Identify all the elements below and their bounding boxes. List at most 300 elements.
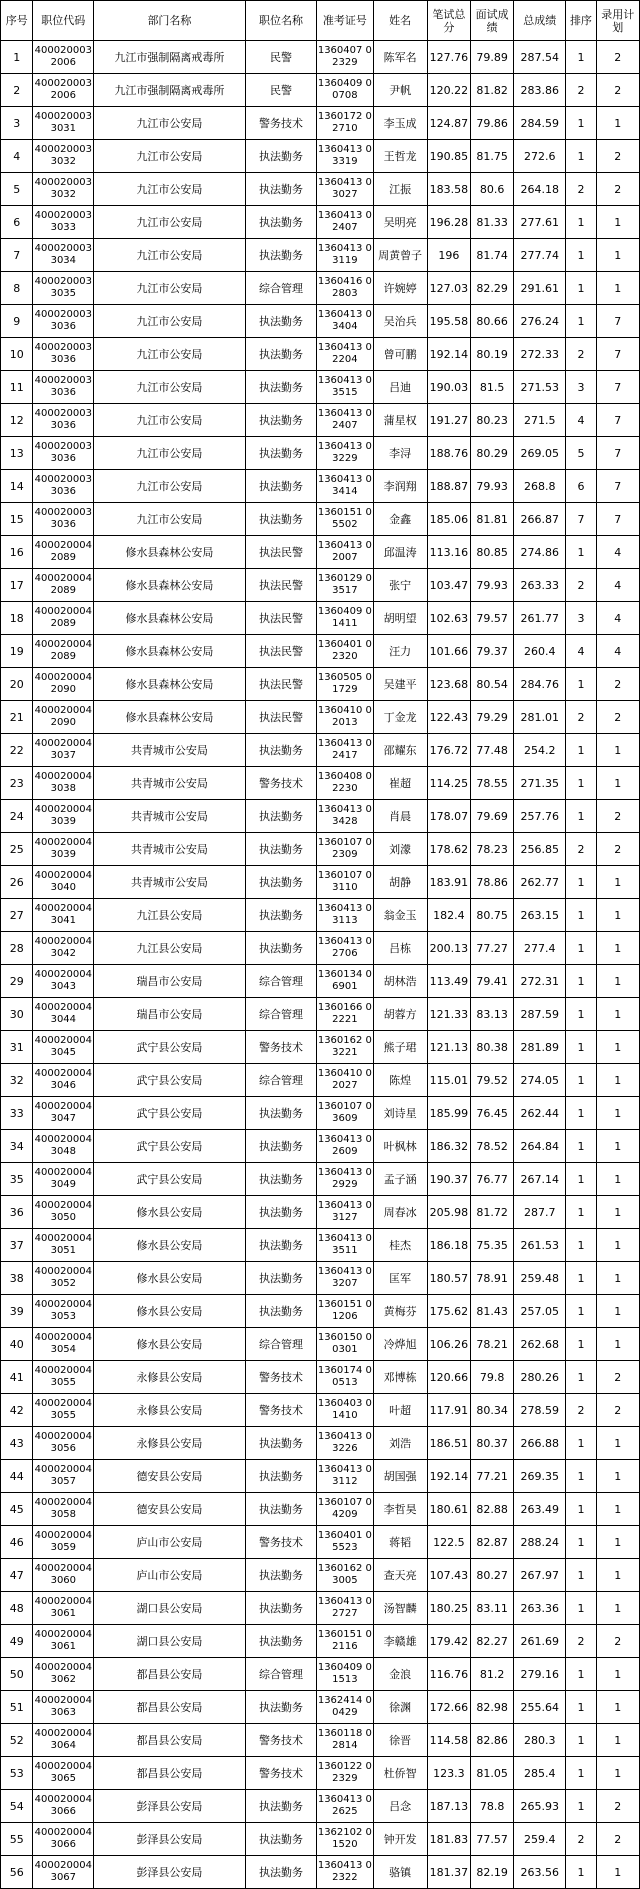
cell-total-score: 272.6 [514, 140, 566, 173]
cell-position-name: 执法勤务 [245, 1196, 316, 1229]
cell-interview-score: 78.86 [470, 866, 513, 899]
cell-hiring-plan: 7 [596, 470, 639, 503]
cell-name: 吴治兵 [373, 305, 427, 338]
cell-total-score: 263.15 [514, 899, 566, 932]
cell-position-code: 4000200043050 [33, 1196, 94, 1229]
cell-seq: 38 [1, 1262, 33, 1295]
cell-rank: 2 [566, 569, 596, 602]
cell-department: 共青城市公安局 [94, 734, 246, 767]
cell-total-score: 266.87 [514, 503, 566, 536]
cell-interview-score: 77.21 [470, 1460, 513, 1493]
table-row [1, 1031, 640, 1064]
cell-ticket-number: 1360166 02221 [317, 998, 373, 1031]
cell-position-name: 综合管理 [245, 272, 316, 305]
cell-ticket-number: 1360403 01410 [317, 1394, 373, 1427]
cell-position-code: 4000200042090 [33, 701, 94, 734]
cell-department: 九江市强制隔离戒毒所 [94, 74, 246, 107]
cell-written-score: 122.43 [427, 701, 470, 734]
cell-hiring-plan: 2 [596, 668, 639, 701]
cell-written-score: 102.63 [427, 602, 470, 635]
table-row [1, 1823, 640, 1856]
cell-name: 丁金龙 [373, 701, 427, 734]
cell-ticket-number: 1360413 02625 [317, 1790, 373, 1823]
cell-position-name: 执法勤务 [245, 305, 316, 338]
cell-interview-score: 81.75 [470, 140, 513, 173]
table-row [1, 1493, 640, 1526]
header-row [1, 1, 640, 41]
cell-position-name: 综合管理 [245, 1064, 316, 1097]
cell-interview-score: 82.86 [470, 1724, 513, 1757]
cell-department: 彭泽县公安局 [94, 1823, 246, 1856]
cell-ticket-number: 1360413 03119 [317, 239, 373, 272]
table-row [1, 1097, 640, 1130]
cell-total-score: 268.8 [514, 470, 566, 503]
cell-written-score: 123.3 [427, 1757, 470, 1790]
cell-position-code: 4000200033036 [33, 503, 94, 536]
cell-rank: 1 [566, 1328, 596, 1361]
cell-position-code: 4000200043038 [33, 767, 94, 800]
cell-written-score: 180.57 [427, 1262, 470, 1295]
cell-position-code: 4000200043063 [33, 1691, 94, 1724]
cell-name: 胡静 [373, 866, 427, 899]
cell-position-name: 执法勤务 [245, 1130, 316, 1163]
cell-interview-score: 79.57 [470, 602, 513, 635]
cell-total-score: 261.77 [514, 602, 566, 635]
cell-interview-score: 77.57 [470, 1823, 513, 1856]
cell-written-score: 200.13 [427, 932, 470, 965]
cell-hiring-plan: 1 [596, 965, 639, 998]
cell-hiring-plan: 2 [596, 1625, 639, 1658]
cell-name: 胡明望 [373, 602, 427, 635]
cell-position-name: 执法勤务 [245, 1790, 316, 1823]
table-row [1, 371, 640, 404]
cell-total-score: 263.56 [514, 1856, 566, 1889]
cell-interview-score: 78.91 [470, 1262, 513, 1295]
cell-name: 蒲星权 [373, 404, 427, 437]
cell-position-code: 4000200043045 [33, 1031, 94, 1064]
cell-written-score: 187.13 [427, 1790, 470, 1823]
cell-rank: 1 [566, 107, 596, 140]
cell-ticket-number: 1360162 03221 [317, 1031, 373, 1064]
cell-written-score: 113.49 [427, 965, 470, 998]
cell-department: 武宁县公安局 [94, 1097, 246, 1130]
cell-rank: 1 [566, 1229, 596, 1262]
cell-seq: 31 [1, 1031, 33, 1064]
cell-rank: 1 [566, 272, 596, 305]
cell-hiring-plan: 4 [596, 536, 639, 569]
cell-name: 肖晨 [373, 800, 427, 833]
cell-rank: 1 [566, 1361, 596, 1394]
cell-department: 瑞昌市公安局 [94, 998, 246, 1031]
cell-department: 修水县森林公安局 [94, 668, 246, 701]
cell-written-score: 120.66 [427, 1361, 470, 1394]
cell-written-score: 185.06 [427, 503, 470, 536]
cell-position-code: 4000200042089 [33, 602, 94, 635]
cell-written-score: 186.51 [427, 1427, 470, 1460]
cell-name: 金鑫 [373, 503, 427, 536]
cell-department: 修水县森林公安局 [94, 701, 246, 734]
cell-interview-score: 79.37 [470, 635, 513, 668]
cell-name: 骆镇 [373, 1856, 427, 1889]
cell-position-name: 警务技术 [245, 1394, 316, 1427]
cell-position-code: 4000200043039 [33, 833, 94, 866]
cell-rank: 1 [566, 668, 596, 701]
cell-seq: 26 [1, 866, 33, 899]
cell-position-name: 执法勤务 [245, 734, 316, 767]
cell-rank: 5 [566, 437, 596, 470]
cell-written-score: 196 [427, 239, 470, 272]
table-row [1, 635, 640, 668]
cell-written-score: 113.16 [427, 536, 470, 569]
cell-interview-score: 78.55 [470, 767, 513, 800]
cell-ticket-number: 1360174 00513 [317, 1361, 373, 1394]
cell-department: 修水县森林公安局 [94, 536, 246, 569]
cell-position-name: 执法勤务 [245, 1493, 316, 1526]
cell-position-code: 4000200033036 [33, 404, 94, 437]
table-row [1, 272, 640, 305]
table-row [1, 1229, 640, 1262]
cell-interview-score: 80.54 [470, 668, 513, 701]
cell-name: 尹帆 [373, 74, 427, 107]
cell-written-score: 182.4 [427, 899, 470, 932]
cell-interview-score: 81.82 [470, 74, 513, 107]
cell-seq: 15 [1, 503, 33, 536]
cell-interview-score: 78.52 [470, 1130, 513, 1163]
cell-position-code: 4000200043049 [33, 1163, 94, 1196]
cell-interview-score: 82.88 [470, 1493, 513, 1526]
cell-total-score: 271.35 [514, 767, 566, 800]
cell-written-score: 190.85 [427, 140, 470, 173]
cell-position-code: 4000200043042 [33, 932, 94, 965]
cell-position-code: 4000200043062 [33, 1658, 94, 1691]
cell-total-score: 272.31 [514, 965, 566, 998]
table-row [1, 206, 640, 239]
cell-position-code: 4000200043059 [33, 1526, 94, 1559]
cell-rank: 1 [566, 1295, 596, 1328]
cell-hiring-plan: 4 [596, 569, 639, 602]
cell-name: 李润翔 [373, 470, 427, 503]
cell-seq: 1 [1, 41, 33, 74]
cell-interview-score: 79.89 [470, 41, 513, 74]
cell-hiring-plan: 1 [596, 866, 639, 899]
cell-position-name: 警务技术 [245, 107, 316, 140]
cell-seq: 45 [1, 1493, 33, 1526]
cell-seq: 28 [1, 932, 33, 965]
cell-total-score: 261.53 [514, 1229, 566, 1262]
cell-name: 王哲龙 [373, 140, 427, 173]
cell-name: 陈煌 [373, 1064, 427, 1097]
cell-ticket-number: 1360413 02407 [317, 206, 373, 239]
table-row [1, 1196, 640, 1229]
table-row [1, 569, 640, 602]
cell-total-score: 263.33 [514, 569, 566, 602]
cell-position-code: 4000200033031 [33, 107, 94, 140]
cell-total-score: 280.26 [514, 1361, 566, 1394]
cell-seq: 52 [1, 1724, 33, 1757]
table-row [1, 1658, 640, 1691]
cell-hiring-plan: 1 [596, 1460, 639, 1493]
cell-interview-score: 75.35 [470, 1229, 513, 1262]
cell-position-code: 4000200043046 [33, 1064, 94, 1097]
cell-ticket-number: 1360413 02929 [317, 1163, 373, 1196]
cell-hiring-plan: 1 [596, 1493, 639, 1526]
cell-hiring-plan: 2 [596, 1823, 639, 1856]
col-header-written-score: 笔试总分 [427, 1, 470, 41]
cell-position-name: 执法勤务 [245, 1427, 316, 1460]
cell-position-code: 4000200043056 [33, 1427, 94, 1460]
cell-department: 修水县森林公安局 [94, 569, 246, 602]
cell-seq: 19 [1, 635, 33, 668]
cell-rank: 1 [566, 1790, 596, 1823]
cell-ticket-number: 1360162 03005 [317, 1559, 373, 1592]
cell-name: 汤智麟 [373, 1592, 427, 1625]
cell-name: 周春冰 [373, 1196, 427, 1229]
table-row [1, 404, 640, 437]
cell-position-code: 4000200032006 [33, 74, 94, 107]
cell-total-score: 279.16 [514, 1658, 566, 1691]
cell-name: 黄梅芬 [373, 1295, 427, 1328]
col-header-rank: 排序 [566, 1, 596, 41]
table-row [1, 866, 640, 899]
cell-department: 庐山市公安局 [94, 1559, 246, 1592]
cell-ticket-number: 1360409 01513 [317, 1658, 373, 1691]
cell-ticket-number: 1360413 03511 [317, 1229, 373, 1262]
cell-position-code: 4000200033033 [33, 206, 94, 239]
cell-name: 吕栋 [373, 932, 427, 965]
table-row [1, 74, 640, 107]
cell-interview-score: 80.37 [470, 1427, 513, 1460]
cell-hiring-plan: 1 [596, 1427, 639, 1460]
cell-interview-score: 80.27 [470, 1559, 513, 1592]
cell-hiring-plan: 1 [596, 239, 639, 272]
cell-total-score: 255.64 [514, 1691, 566, 1724]
cell-written-score: 178.07 [427, 800, 470, 833]
cell-seq: 51 [1, 1691, 33, 1724]
cell-rank: 1 [566, 1460, 596, 1493]
cell-seq: 54 [1, 1790, 33, 1823]
cell-position-name: 执法勤务 [245, 470, 316, 503]
cell-ticket-number: 1360413 02407 [317, 404, 373, 437]
cell-hiring-plan: 1 [596, 206, 639, 239]
cell-total-score: 278.59 [514, 1394, 566, 1427]
cell-name: 邓博栋 [373, 1361, 427, 1394]
table-row [1, 1526, 640, 1559]
cell-total-score: 276.24 [514, 305, 566, 338]
cell-interview-score: 81.74 [470, 239, 513, 272]
cell-department: 湖口县公安局 [94, 1625, 246, 1658]
cell-position-name: 执法勤务 [245, 206, 316, 239]
cell-position-code: 4000200043044 [33, 998, 94, 1031]
cell-written-score: 176.72 [427, 734, 470, 767]
cell-name: 蒋韬 [373, 1526, 427, 1559]
cell-name: 吴明亮 [373, 206, 427, 239]
cell-name: 许婉婷 [373, 272, 427, 305]
cell-seq: 11 [1, 371, 33, 404]
cell-name: 曾可鹏 [373, 338, 427, 371]
cell-interview-score: 78.8 [470, 1790, 513, 1823]
table-row [1, 338, 640, 371]
cell-position-code: 4000200043055 [33, 1394, 94, 1427]
cell-hiring-plan: 1 [596, 998, 639, 1031]
cell-rank: 1 [566, 1064, 596, 1097]
cell-seq: 30 [1, 998, 33, 1031]
cell-position-name: 执法民警 [245, 569, 316, 602]
cell-seq: 8 [1, 272, 33, 305]
cell-seq: 9 [1, 305, 33, 338]
cell-total-score: 287.54 [514, 41, 566, 74]
cell-hiring-plan: 2 [596, 1790, 639, 1823]
cell-position-name: 警务技术 [245, 1526, 316, 1559]
cell-total-score: 285.4 [514, 1757, 566, 1790]
cell-interview-score: 77.27 [470, 932, 513, 965]
table-row [1, 1328, 640, 1361]
cell-written-score: 172.66 [427, 1691, 470, 1724]
cell-hiring-plan: 1 [596, 272, 639, 305]
cell-seq: 12 [1, 404, 33, 437]
cell-total-score: 263.49 [514, 1493, 566, 1526]
cell-written-score: 114.25 [427, 767, 470, 800]
cell-written-score: 117.91 [427, 1394, 470, 1427]
cell-ticket-number: 1360410 02013 [317, 701, 373, 734]
cell-rank: 1 [566, 932, 596, 965]
cell-name: 李玉成 [373, 107, 427, 140]
cell-hiring-plan: 1 [596, 1757, 639, 1790]
cell-seq: 20 [1, 668, 33, 701]
cell-interview-score: 80.29 [470, 437, 513, 470]
cell-name: 胡林浩 [373, 965, 427, 998]
cell-seq: 32 [1, 1064, 33, 1097]
cell-department: 都昌县公安局 [94, 1724, 246, 1757]
cell-position-name: 执法勤务 [245, 140, 316, 173]
cell-rank: 1 [566, 1856, 596, 1889]
cell-name: 李赣雄 [373, 1625, 427, 1658]
cell-rank: 1 [566, 767, 596, 800]
cell-written-score: 181.37 [427, 1856, 470, 1889]
cell-department: 九江市公安局 [94, 140, 246, 173]
cell-rank: 1 [566, 899, 596, 932]
cell-position-code: 4000200043048 [33, 1130, 94, 1163]
cell-name: 邵耀东 [373, 734, 427, 767]
cell-written-score: 191.27 [427, 404, 470, 437]
cell-interview-score: 83.11 [470, 1592, 513, 1625]
cell-department: 九江市公安局 [94, 371, 246, 404]
cell-hiring-plan: 1 [596, 1658, 639, 1691]
cell-rank: 1 [566, 998, 596, 1031]
col-header-interview-score: 面试成绩 [470, 1, 513, 41]
cell-position-code: 4000200043061 [33, 1592, 94, 1625]
table-row [1, 767, 640, 800]
cell-written-score: 180.25 [427, 1592, 470, 1625]
cell-written-score: 114.58 [427, 1724, 470, 1757]
cell-ticket-number: 1360107 03110 [317, 866, 373, 899]
table-row [1, 503, 640, 536]
cell-position-code: 4000200043067 [33, 1856, 94, 1889]
cell-ticket-number: 1360107 04209 [317, 1493, 373, 1526]
cell-seq: 25 [1, 833, 33, 866]
cell-hiring-plan: 7 [596, 371, 639, 404]
table-row [1, 899, 640, 932]
cell-total-score: 287.59 [514, 998, 566, 1031]
cell-interview-score: 79.41 [470, 965, 513, 998]
cell-position-code: 4000200043057 [33, 1460, 94, 1493]
cell-interview-score: 80.23 [470, 404, 513, 437]
cell-position-name: 执法勤务 [245, 1295, 316, 1328]
cell-position-code: 4000200033036 [33, 338, 94, 371]
cell-hiring-plan: 1 [596, 1856, 639, 1889]
cell-seq: 39 [1, 1295, 33, 1328]
cell-position-name: 执法勤务 [245, 371, 316, 404]
cell-department: 九江市公安局 [94, 206, 246, 239]
cell-department: 共青城市公安局 [94, 833, 246, 866]
cell-interview-score: 79.86 [470, 107, 513, 140]
table-row [1, 173, 640, 206]
cell-total-score: 291.61 [514, 272, 566, 305]
cell-rank: 2 [566, 1625, 596, 1658]
cell-seq: 7 [1, 239, 33, 272]
cell-department: 九江市公安局 [94, 338, 246, 371]
cell-department: 修水县公安局 [94, 1196, 246, 1229]
cell-ticket-number: 1360107 03609 [317, 1097, 373, 1130]
cell-seq: 36 [1, 1196, 33, 1229]
cell-ticket-number: 1360410 02027 [317, 1064, 373, 1097]
cell-position-code: 4000200043052 [33, 1262, 94, 1295]
cell-written-score: 101.66 [427, 635, 470, 668]
cell-ticket-number: 1360401 02320 [317, 635, 373, 668]
cell-interview-score: 78.23 [470, 833, 513, 866]
cell-written-score: 127.76 [427, 41, 470, 74]
cell-hiring-plan: 1 [596, 1196, 639, 1229]
cell-seq: 55 [1, 1823, 33, 1856]
table-row [1, 536, 640, 569]
cell-ticket-number: 1360413 03319 [317, 140, 373, 173]
cell-name: 翁金玉 [373, 899, 427, 932]
cell-seq: 46 [1, 1526, 33, 1559]
cell-position-name: 执法民警 [245, 701, 316, 734]
cell-total-score: 271.53 [514, 371, 566, 404]
cell-rank: 1 [566, 1196, 596, 1229]
cell-position-name: 执法勤务 [245, 1592, 316, 1625]
cell-seq: 24 [1, 800, 33, 833]
cell-ticket-number: 1360122 02329 [317, 1757, 373, 1790]
cell-hiring-plan: 7 [596, 305, 639, 338]
cell-department: 永修县公安局 [94, 1427, 246, 1460]
cell-rank: 2 [566, 338, 596, 371]
col-header-ticket-number: 准考证号 [317, 1, 373, 41]
cell-seq: 4 [1, 140, 33, 173]
cell-name: 查天亮 [373, 1559, 427, 1592]
cell-position-name: 执法勤务 [245, 1163, 316, 1196]
cell-position-name: 警务技术 [245, 1757, 316, 1790]
cell-total-score: 260.4 [514, 635, 566, 668]
cell-hiring-plan: 1 [596, 1064, 639, 1097]
cell-department: 九江市公安局 [94, 503, 246, 536]
cell-interview-score: 81.2 [470, 1658, 513, 1691]
cell-total-score: 288.24 [514, 1526, 566, 1559]
cell-ticket-number: 1360409 01411 [317, 602, 373, 635]
cell-department: 修水县公安局 [94, 1229, 246, 1262]
cell-position-name: 执法勤务 [245, 1559, 316, 1592]
cell-name: 汪力 [373, 635, 427, 668]
cell-interview-score: 82.29 [470, 272, 513, 305]
cell-seq: 41 [1, 1361, 33, 1394]
cell-ticket-number: 1360409 00708 [317, 74, 373, 107]
table-row [1, 1361, 640, 1394]
cell-department: 九江市公安局 [94, 107, 246, 140]
cell-department: 彭泽县公安局 [94, 1856, 246, 1889]
cell-department: 修水县公安局 [94, 1295, 246, 1328]
table-row [1, 41, 640, 74]
cell-position-code: 4000200033036 [33, 470, 94, 503]
